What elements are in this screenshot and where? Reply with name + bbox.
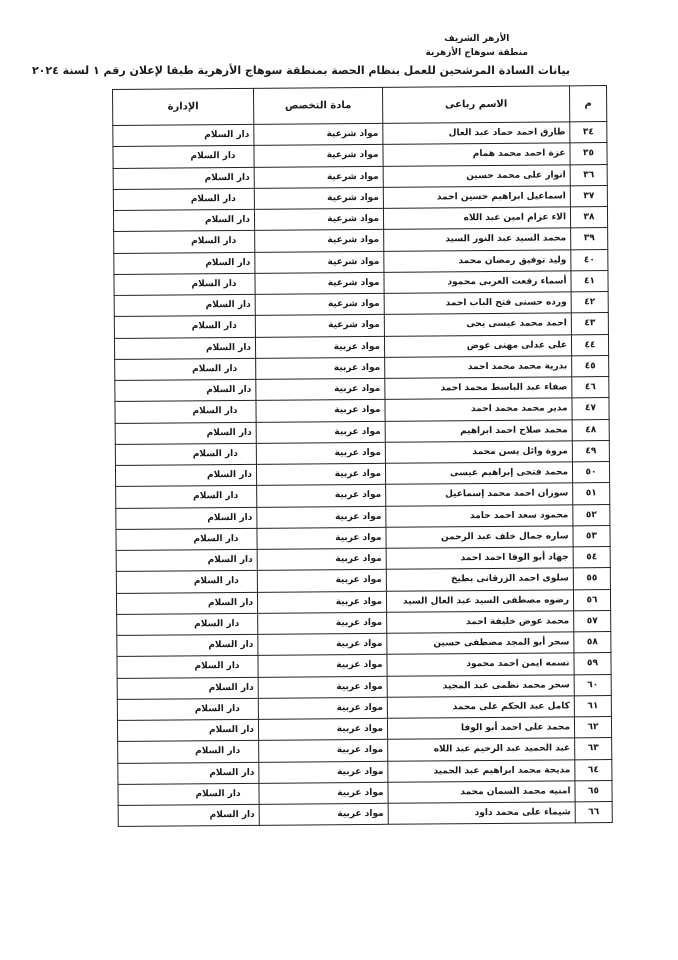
row-number-text: ٥٦ [586,594,598,605]
specialization-text: مواد عربية [334,490,382,501]
administration [117,719,258,741]
administration-text: دار السلام [193,491,239,502]
row-number [570,164,607,186]
specialization-text: مواد عربية [334,447,381,459]
specialization [255,272,384,294]
administration [116,592,257,614]
administration-text: دار السلام [193,533,239,545]
row-number [571,313,608,335]
row-number-text: ٤٩ [585,446,597,457]
col-header-admin: الإدارة [113,88,254,125]
administration [114,273,255,295]
administration-text: دار السلام [194,703,240,715]
specialization [255,230,384,252]
candidate-name-text: رضوه مصطفى السيد عبد العال السيد [402,594,570,607]
specialization-text: مواد عربية [335,511,382,522]
candidate-name [387,632,574,655]
administration [114,337,255,359]
row-number [573,589,610,611]
row-number [574,610,611,632]
candidate-name [388,781,575,804]
row-number [575,780,612,802]
administration-text: دار السلام [191,278,237,290]
row-number [572,377,609,399]
row-number [572,419,609,441]
administration-text: دار السلام [204,172,250,183]
candidate-name [385,419,572,442]
row-number-text: ٤٢ [584,297,596,308]
row-number [573,483,610,505]
specialization [256,442,385,464]
specialization [255,336,384,358]
candidates-table [112,85,613,827]
row-number-text: ٦٣ [587,743,599,754]
administration [115,379,256,401]
row-number [571,249,608,271]
candidate-name [386,526,573,549]
candidate-name-text: سحر محمد نظمى عبد المجيد [442,679,570,691]
row-number-text: ٦٤ [587,764,599,775]
candidate-name-text: مدير محمد محمد احمد [470,403,568,415]
row-number [572,440,609,462]
row-number [574,674,611,696]
administration [116,507,257,529]
row-number [572,462,609,484]
administration-text: دار السلام [207,512,253,523]
candidate-name [383,122,570,145]
candidate-name-text: على عدلى مهنى عوض [466,340,568,351]
specialization-text: مواد عربية [334,426,381,437]
specialization-text: مواد عربية [335,617,383,629]
candidate-name [388,759,575,782]
specialization [254,145,383,167]
candidate-name [387,696,574,719]
candidate-name [383,164,570,187]
row-number-text: ٤٧ [584,403,597,414]
candidate-name [386,483,573,506]
administration [116,549,257,571]
candidate-name-text: امنيه محمد السمان محمد [460,786,571,798]
specialization [256,378,385,400]
administration [115,401,256,423]
administration-text: دار السلام [208,724,255,736]
specialization [258,718,387,740]
administration-text: دار السلام [192,448,238,460]
specialization-text: مواد عربية [336,745,384,756]
administration-text: دار السلام [204,214,251,226]
row-number-text: ٦٥ [587,786,600,797]
specialization-text: مواد شرعية [326,171,379,182]
candidate-name-text: احمد محمد عيسى يحى [466,318,567,330]
candidate-name-text: ورده حسنى فتح الباب احمد [445,297,567,309]
administration-text: دار السلام [193,576,239,587]
specialization [259,782,388,804]
specialization-text: مواد عربية [336,638,383,650]
candidate-name [385,377,572,400]
row-number-text: ٣٥ [582,148,595,159]
administration-text: دار السلام [205,342,252,353]
administration-text: دار السلام [205,299,251,311]
candidate-name [384,271,571,294]
candidate-name [388,802,575,825]
specialization-text: مواد عربية [334,468,382,480]
administration [115,422,256,444]
row-number-text: ٣٦ [583,169,595,180]
candidate-name-text: محمد على احمد أبو الوفا [460,722,571,734]
specialization [257,506,386,528]
candidate-name [383,143,570,166]
candidate-name [383,207,570,230]
row-number-text: ٤٣ [584,318,596,329]
row-number-text: ٥٥ [586,573,598,584]
administration [114,294,255,316]
row-number-text: ٤٠ [583,254,595,265]
specialization [254,166,383,188]
administration [113,146,254,168]
candidate-name [385,356,572,379]
row-number [573,525,610,547]
specialization-text: مواد عربية [334,383,381,395]
administration-text: دار السلام [190,151,236,162]
administration-text: دار السلام [190,193,236,205]
specialization [259,761,388,783]
administration [114,231,255,253]
row-number-text: ٤٦ [584,382,596,393]
row-number-text: ٦٠ [587,679,599,690]
administration [113,209,254,231]
row-number-text: ٥٨ [586,637,598,648]
administration-text: دار السلام [192,406,238,417]
specialization-text: مواد شرعية [326,128,379,140]
specialization [257,485,386,507]
specialization-text: مواد عربية [335,532,382,544]
row-number [572,398,609,420]
specialization-text: مواد عربية [336,681,383,692]
row-number-text: ٤٤ [584,339,596,350]
table-row [118,802,612,827]
administration-text: دار السلام [207,554,253,566]
administration [118,804,259,826]
row-number-text: ٣٤ [582,127,594,138]
row-number-text: ٦١ [587,701,599,712]
row-number-text: ٣٧ [583,191,595,202]
specialization-text: مواد شرعية [327,192,379,204]
row-number [573,504,610,526]
row-number-text: ٦٢ [587,722,599,733]
letterhead-line-2: منطقة سوهاج الأزهرية [425,48,528,58]
specialization [258,697,387,719]
administration-text: دار السلام [195,788,241,800]
row-number [573,568,610,590]
candidate-name-text: طارق احمد حماد عبد العال [448,127,566,139]
candidate-name-text: سوزان احمد محمد إسماعيل [445,488,569,500]
specialization [257,548,386,570]
administration [113,188,254,210]
administration [115,464,256,486]
administration [115,443,256,465]
administration-text: دار السلام [209,767,255,778]
specialization-text: مواد شرعية [327,298,380,310]
row-number [575,759,612,781]
specialization-text: مواد عربية [336,660,383,671]
specialization [259,740,388,762]
candidate-name-text: مروة وائل يسن محمد [472,446,568,457]
candidate-name [384,334,571,357]
specialization-text: مواد شرعية [326,150,379,161]
administration [117,634,258,656]
specialization [256,357,385,379]
specialization-text: مواد عربية [335,596,383,607]
candidate-name-text: سحر أبو المجد مصطفى حسين [433,637,570,649]
candidate-name-text: صفاء عبد الباسط محمد احمد [440,382,568,394]
administration [114,316,255,338]
administration [118,783,259,805]
candidate-name [384,249,571,272]
administration-text: دار السلام [208,639,254,651]
specialization [254,208,383,230]
col-header-num: م [569,86,606,122]
row-number [574,695,611,717]
candidate-name-text: عبد الحميد عبد الرحيم عبد اللاه [433,743,571,755]
specialization [257,591,386,613]
administration [114,252,255,274]
administration-text: دار السلام [206,469,253,481]
row-number-text: ٥٢ [585,509,597,520]
administration-text: دار السلام [194,618,240,630]
specialization [257,527,386,549]
candidate-name [384,292,571,315]
row-number-text: ٤١ [583,276,596,287]
row-number [573,547,610,569]
candidate-name-text: سلوى احمد الزرقانى بطيخ [450,573,569,585]
col-header-name: الاسم رباعى [383,86,570,123]
row-number [570,185,607,207]
row-number-text: ٥٠ [585,467,597,478]
administration-text: دار السلام [208,682,254,693]
col-header-spec: مادة التخصص [254,87,383,124]
administration [117,677,258,699]
candidate-name-text: جهاد أبو الوفا احمد احمد [460,552,569,564]
candidate-name [384,313,571,336]
table-header-row [113,86,607,126]
administration [115,358,256,380]
candidate-name [388,738,575,761]
administration [116,571,257,593]
candidate-name [387,674,574,697]
candidate-name [386,568,573,591]
letterhead [426,32,528,60]
administration-text: دار السلام [194,661,240,672]
row-number [571,334,608,356]
specialization [257,570,386,592]
row-number [575,802,612,824]
candidate-name [387,611,574,634]
administration-text: دار السلام [191,321,237,332]
candidate-name-text: محمد فتحى إبراهيم عيسى [449,467,569,479]
candidate-name [384,228,571,251]
candidate-name-text: مديحة محمد ابراهيم عبد الحميد [433,764,571,777]
candidate-name [385,398,572,421]
candidate-name-text: بدرية محمد محمد احمد [467,361,568,373]
candidate-name-text: نسمه ايمن احمد محمود [466,658,570,670]
specialization [258,633,387,655]
specialization [258,676,387,698]
specialization-text: مواد عربية [333,362,381,374]
row-number [570,207,607,229]
administration [116,486,257,508]
row-number-text: ٣٩ [583,233,595,244]
specialization [256,463,385,485]
specialization-text: مواد عربية [337,766,384,777]
specialization [254,123,383,145]
administration-text: دار السلام [206,384,252,396]
candidate-name [385,441,572,464]
candidate-name-text: كامل عبد الحكم على محمد [452,701,570,713]
administration [117,656,258,678]
specialization-text: مواد عربية [337,808,384,820]
row-number-text: ٤٨ [585,424,597,435]
administration-text: دار السلام [191,236,237,247]
specialization-text: مواد عربية [337,787,384,799]
administration [113,124,254,146]
specialization [256,400,385,422]
row-number-text: ٥٣ [585,531,598,542]
letterhead-line-1: الأزهر الشريف [444,34,510,44]
row-number-text: ٥٤ [586,552,598,563]
candidate-name [383,186,570,209]
specialization-text: مواد شرعية [328,320,380,331]
candidate-name [387,653,574,676]
row-number-text: ٤٥ [584,361,596,372]
specialization-text: مواد شرعية [327,277,380,289]
specialization [255,251,384,273]
document-title: بيانات السادة المرشحين للعمل بنظام الحصة بمنطقة سوهاج الأزهرية طبقا لإعلان رقم ١ لسنة ٢٠٢٤ [31,64,570,77]
row-number-text: ٣٨ [583,212,595,223]
row-number [575,738,612,760]
specialization [259,803,388,825]
administration [116,528,257,550]
specialization [254,187,383,209]
candidate-name [387,717,574,740]
administration-text: دار السلام [206,427,252,438]
administration-text: دار السلام [192,363,238,375]
specialization-text: مواد عربية [333,341,381,352]
row-number-text: ٥٧ [586,616,598,627]
candidate-name-text: شيماء على محمد داود [474,807,571,819]
administration-text: دار السلام [204,129,250,141]
specialization [255,293,384,315]
administration [113,167,254,189]
candidate-name-text: محمد السيد عبد النور السيد [445,233,567,245]
specialization-text: مواد عربية [336,702,383,714]
candidate-name-text: انوار على محمد حسين [466,170,566,181]
specialization [255,315,384,337]
candidate-name-text: اسماعيل ابراهيم حسين احمد [436,191,566,203]
row-number-text: ٦٦ [588,807,600,818]
specialization-text: مواد عربية [335,575,382,586]
administration [118,762,259,784]
administration-text: دار السلام [207,597,254,608]
administration [117,613,258,635]
candidate-name-text: ساره جمال خلف عبد الرحمن [440,531,569,543]
row-number [574,717,611,739]
candidate-name-text: محمود سعد احمد حامد [470,509,569,521]
specialization [258,655,387,677]
administration-text: دار السلام [195,746,241,757]
row-number [574,653,611,675]
candidate-name-text: الاء عزام امين عبد اللاه [463,212,567,224]
candidate-name [386,504,573,527]
administration-text: دار السلام [205,257,251,268]
specialization [258,612,387,634]
row-number [571,292,608,314]
row-number [572,355,609,377]
candidate-name [386,547,573,570]
administration [117,698,258,720]
candidate-name [386,589,573,612]
specialization [256,421,385,443]
specialization-text: مواد شرعية [327,213,380,225]
row-number [571,270,608,292]
specialization-text: مواد عربية [335,553,382,565]
row-number-text: ٥١ [585,488,597,499]
specialization-text: مواد شرعية [327,256,380,267]
specialization-text: مواد عربية [334,405,381,416]
candidate-name-text: محمد عوض خليفة احمد [465,616,570,628]
specialization-text: مواد عربية [336,723,384,735]
candidate-name-text: أسماء رفعت العربى محمود [447,276,567,288]
specialization-text: مواد شرعية [327,235,380,246]
row-number [570,122,607,144]
row-number [571,228,608,250]
row-number-text: ٥٩ [586,658,599,669]
candidate-name-text: عزة احمد محمد همام [472,148,566,160]
administration-text: دار السلام [209,809,255,821]
candidate-name-text: محمد صلاح احمد ابراهيم [460,425,568,436]
row-number [570,143,607,165]
row-number [574,632,611,654]
administration [118,741,259,763]
candidate-name [385,462,572,485]
candidate-name-text: وليد توفيق رمضان محمد [458,255,567,266]
